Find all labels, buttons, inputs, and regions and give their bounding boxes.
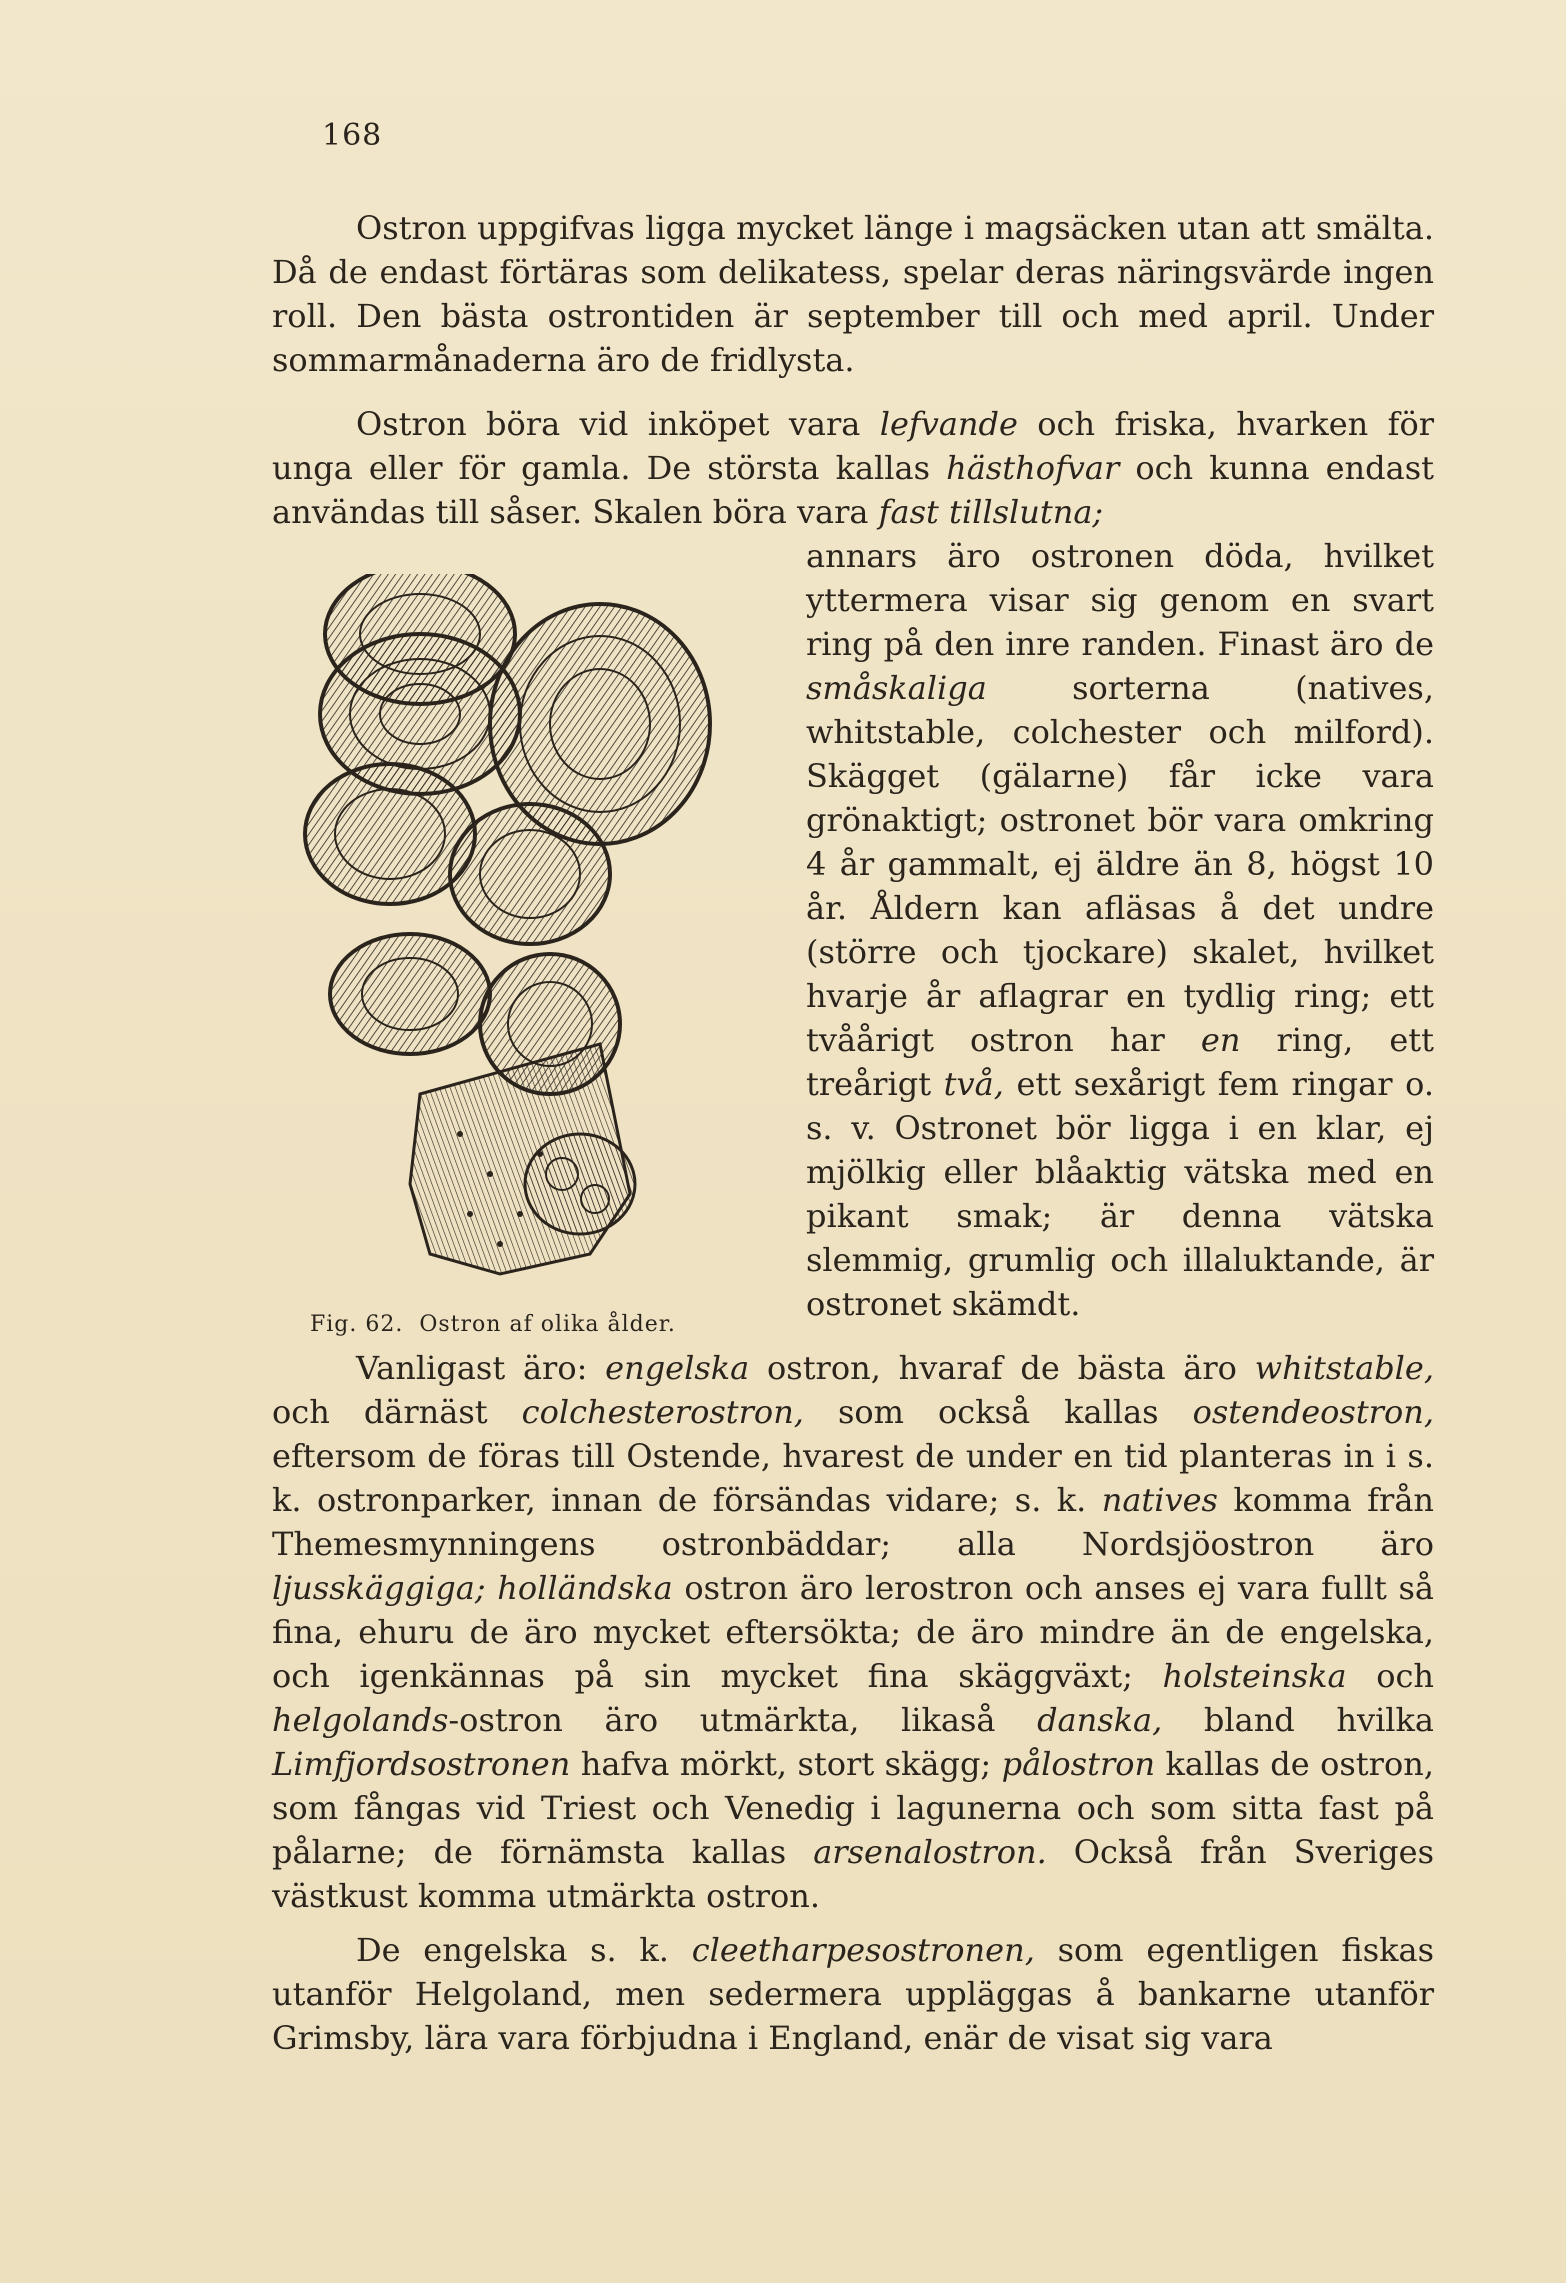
side-column-paragraph xyxy=(806,534,1434,1326)
text-run: och xyxy=(1346,1657,1435,1695)
text-run: och därnäst xyxy=(272,1393,522,1431)
text-run: Också från Sveriges västkust komma utmärkta ostron. xyxy=(272,1833,1434,1915)
text-run: komma från Themesmynningens ostronbäddar; alla Nordsjöostron äro xyxy=(272,1481,1435,1563)
text-run: Vanligast äro: xyxy=(356,1349,606,1387)
figure-caption-text: Ostron af olika ålder. xyxy=(419,1312,676,1337)
italic-term: colchesterostron, xyxy=(521,1393,804,1431)
paragraph-4-text xyxy=(272,1928,1434,2060)
text-run: ostron, hvaraf de bästa äro xyxy=(749,1349,1255,1387)
oyster-cluster-illustration xyxy=(300,574,770,1294)
italic-term: natives xyxy=(1101,1481,1218,1519)
italic-term: pålostron xyxy=(1001,1745,1156,1783)
italic-term: helgolands xyxy=(272,1701,449,1739)
text-run: kallas de ostron, som fångas vid Triest och Venedig i lagunerna och som sitta fast på pålarne; de förnämsta kallas xyxy=(272,1745,1435,1871)
page-number: 168 xyxy=(322,118,383,153)
text-run: Ostron böra vid inköpet vara xyxy=(356,405,880,443)
text-run: bland hvilka xyxy=(1162,1701,1435,1739)
italic-term: cleetharpesostronen, xyxy=(691,1931,1035,1969)
text-run: som också kallas xyxy=(803,1393,1193,1431)
text-run: -ostron äro utmärkta, likaså xyxy=(448,1701,1038,1739)
italic-term: Limfjordsostronen xyxy=(272,1745,571,1783)
italic-term: småskaliga xyxy=(806,669,987,707)
text-run: ring, ett treårigt xyxy=(806,1021,1435,1103)
italic-term: arsenalostron. xyxy=(813,1833,1047,1871)
paragraph-3-text xyxy=(272,1346,1434,1918)
text-run: De engelska s. k. xyxy=(356,1931,692,1969)
text-run: och friska, hvarken för unga eller för gamla. De största kallas xyxy=(272,405,1434,487)
text-run: ett sexårigt fem ringar o. s. v. Ostronet bör ligga i en klar, ej mjölkig eller blåaktig vätska med en pikant smak; är denna vätska slemmig, grumlig och illaluktande, är ostronet skämdt. xyxy=(806,1065,1434,1323)
italic-term: danska, xyxy=(1037,1701,1163,1739)
italic-term: två, xyxy=(943,1065,1004,1103)
text-run: och kunna endast användas till såser. Skalen böra vara xyxy=(272,449,1435,531)
paragraph-4 xyxy=(272,1928,1434,2060)
italic-term: hästhofvar xyxy=(946,449,1120,487)
italic-term: en xyxy=(1200,1021,1241,1059)
side-column-text xyxy=(806,534,1434,1326)
text-run: eftersom de föras till Ostende, hvarest de under en tid planteras in i s. k. ostronparker, innan de försändas vidare; s. k. xyxy=(272,1437,1434,1519)
text-run: hafva mörkt, stort skägg; xyxy=(570,1745,1002,1783)
oyster-cluster-icon xyxy=(300,574,770,1294)
italic-term: ostendeostron, xyxy=(1192,1393,1435,1431)
text-run: som egentligen fiskas utanför Helgoland, men sedermera uppläggas å bankarne utanför Grimsby, lära vara förbjudna i England, enär de visat sig vara xyxy=(272,1931,1435,2057)
italic-term: whitstable, xyxy=(1254,1349,1435,1387)
paragraph-3 xyxy=(272,1346,1434,1918)
italic-term: engelska xyxy=(605,1349,750,1387)
italic-term: holsteinska xyxy=(1162,1657,1347,1695)
paragraph-2 xyxy=(272,402,1434,534)
paragraph-1 xyxy=(272,206,1434,382)
italic-term: fast tillslutna; xyxy=(878,493,1104,531)
text-run: sorterna (natives, whitstable, colchester och milford). Skägget (gälarne) får icke vara grönaktigt; ostronet bör vara omkring 4 år gammalt, ej äldre än 8, högst 10 år. Åldern kan afläsas å det undre (större och tjockare) skalet, hvilket hvarje år aflagrar en tydlig ring; ett tvåårigt ostron har xyxy=(806,669,1434,1059)
paragraph-2-text xyxy=(272,402,1434,534)
text-run: ostron äro lerostron och anses ej vara fullt så fina, ehuru de äro mycket eftersökta; de äro mindre än de engelska, och igenkännas på sin mycket fina skäggväxt; xyxy=(272,1569,1435,1695)
text-run: annars äro ostronen döda, hvilket yttermera visar sig genom en svart ring på den inre randen. Finast äro de xyxy=(806,537,1434,663)
italic-term: ljusskäggiga; holländska xyxy=(272,1569,673,1607)
figure-caption xyxy=(310,1312,780,1337)
italic-term: lefvande xyxy=(879,405,1018,443)
paragraph-1-text: Ostron uppgifvas ligga mycket länge i magsäcken utan att smälta. Då de endast förtäras som delikatess, spelar deras näringsvärde ingen roll. Den bästa ostrontiden är september till och med april. Under sommarmånaderna äro de fridlysta. xyxy=(272,209,1434,379)
figure-label: Fig. 62. xyxy=(310,1312,404,1337)
